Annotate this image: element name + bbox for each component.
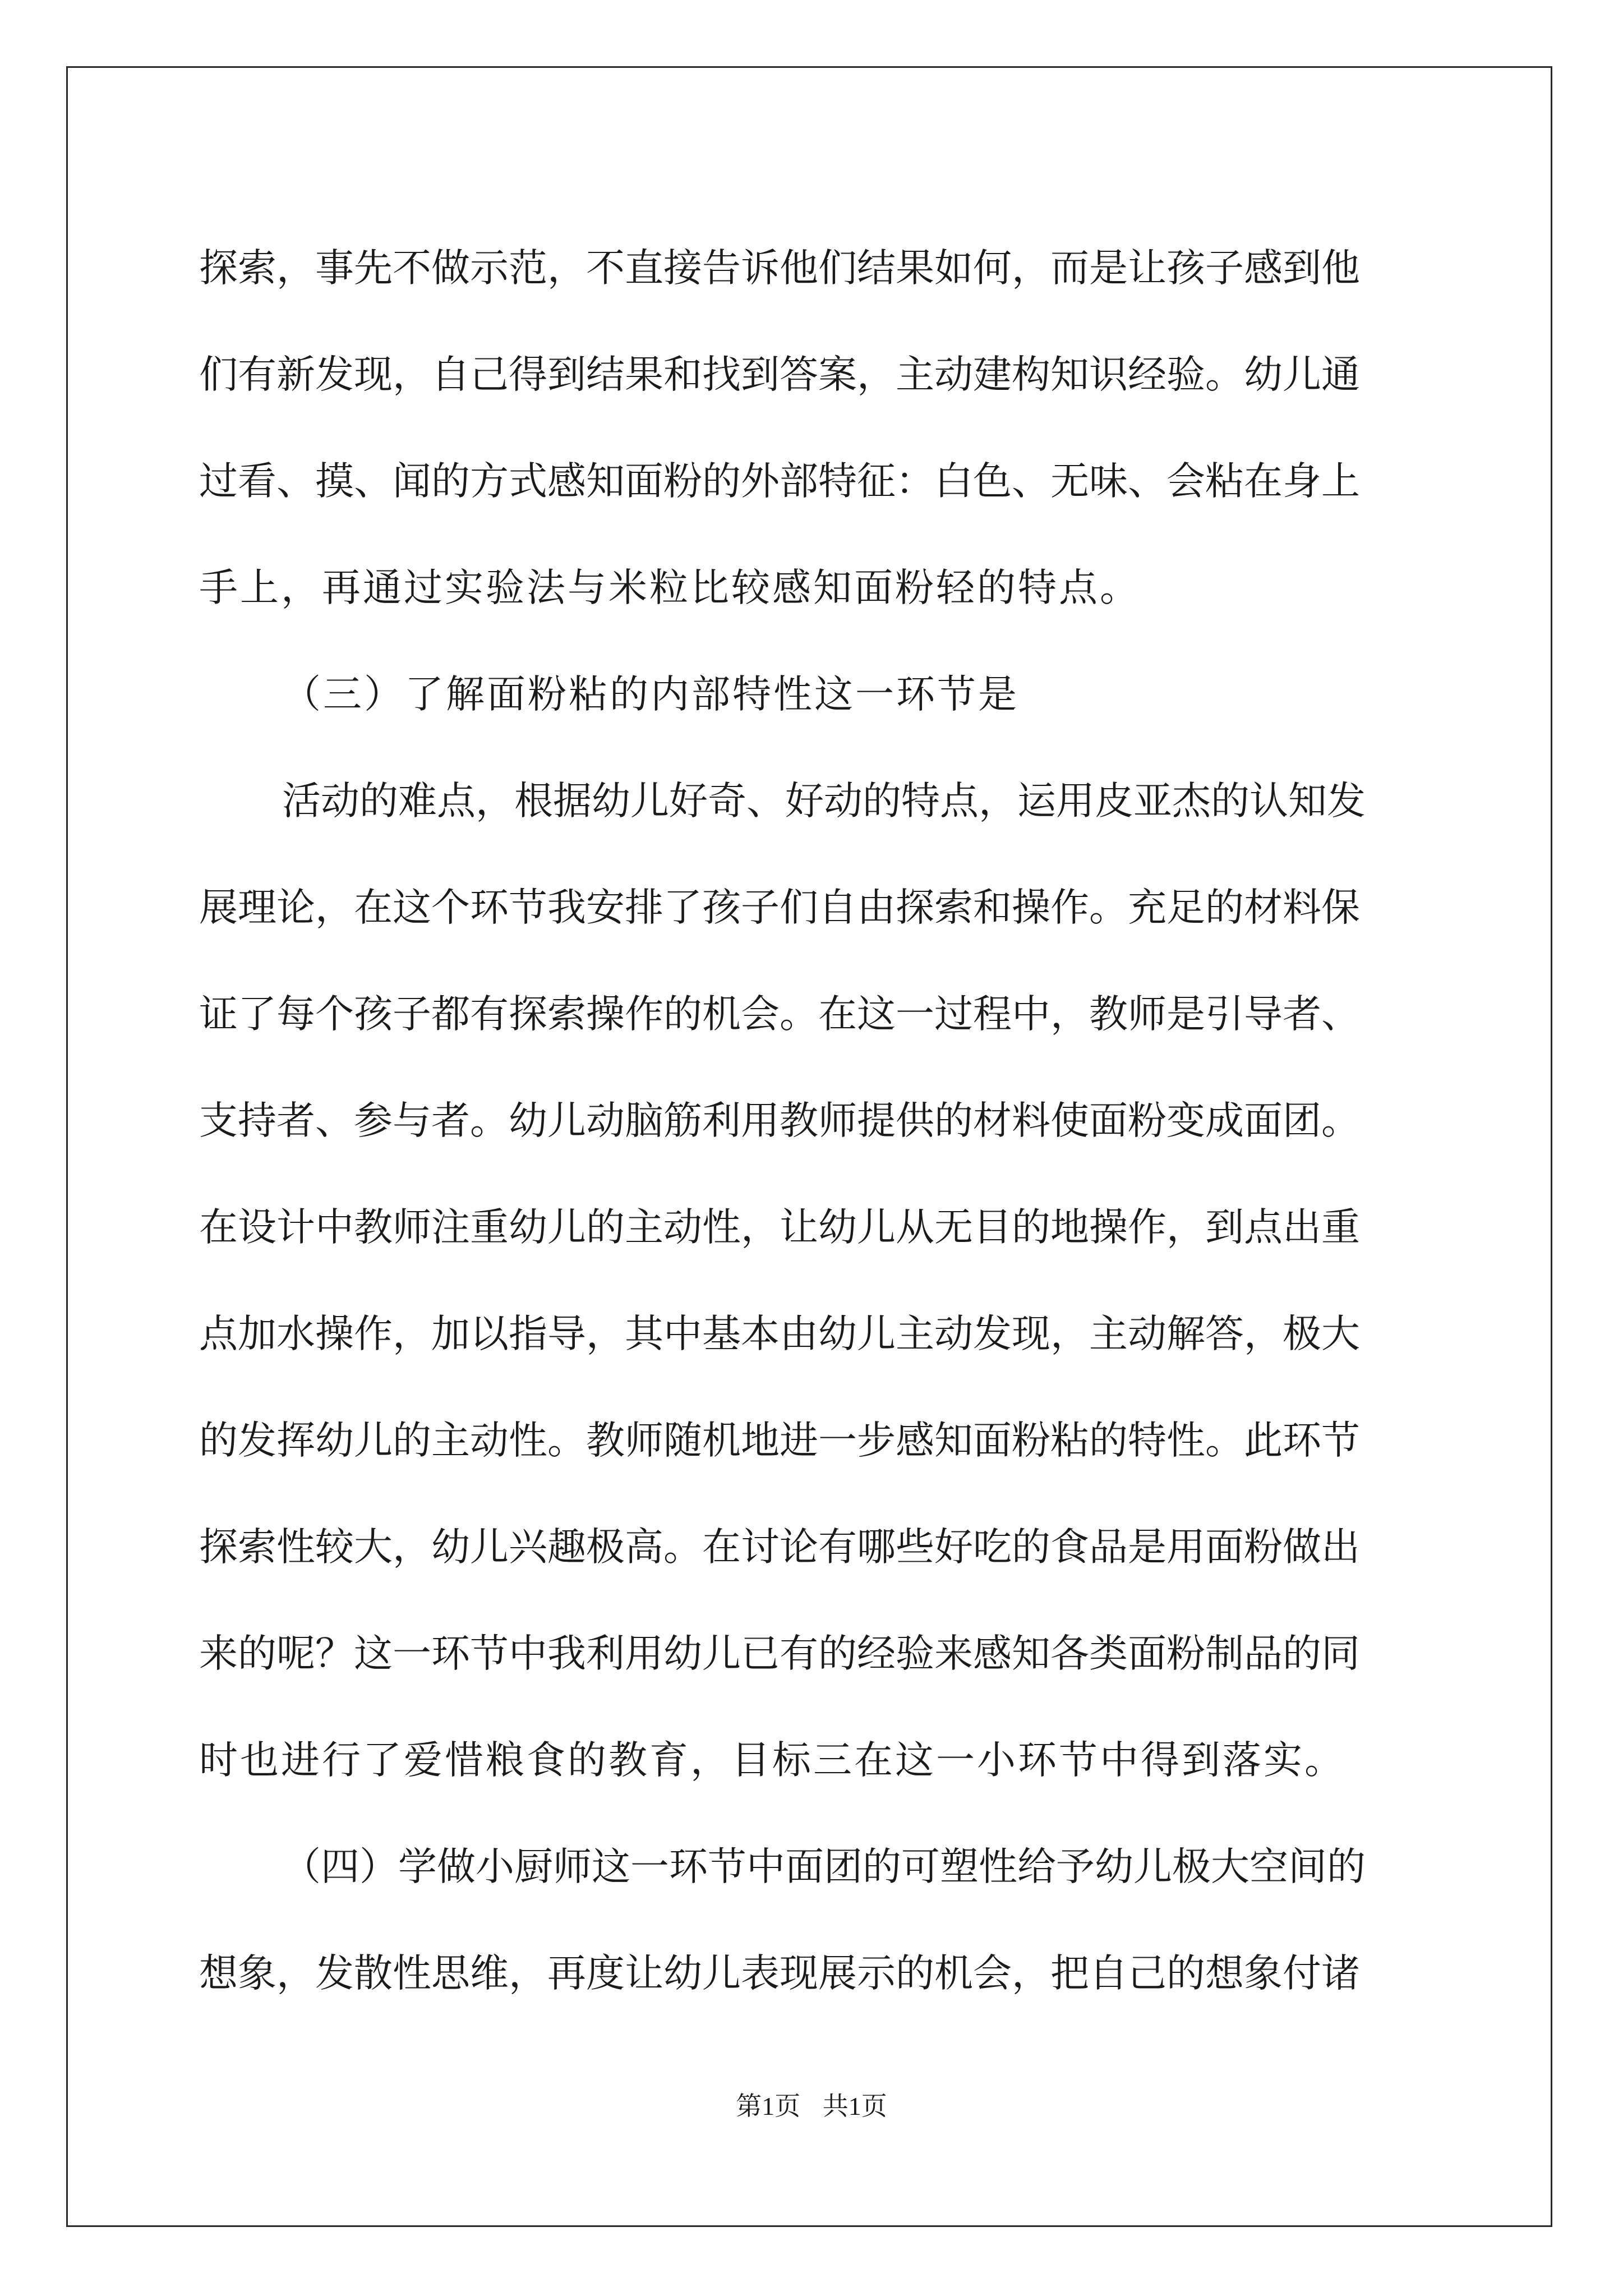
text-line: 手上，再通过实验法与米粒比较感知面粉轻的特点。 [199,565,1141,610]
text-line: 过看、摸、闻的方式感知面粉的外部特征：白色、无味、会粘在身上 [199,459,1360,504]
section-heading-3: （三）了解面粉粘的内部特性这一环节是 [282,672,1019,717]
text-line: 来的呢？这一环节中我利用幼儿已有的经验来感知各类面粉制品的同 [199,1631,1360,1676]
document-body [199,215,1424,2027]
text-line: 证了每个孩子都有探索操作的机会。在这一过程中，教师是引导者、 [199,992,1360,1037]
page-number-current: 第1页 [736,2092,801,2120]
text-line: 时也进行了爱惜粮食的教育，目标三在这一小环节中得到落实。 [199,1738,1345,1783]
text-line: 们有新发现，自己得到结果和找到答案，主动建构知识经验。幼儿通 [199,352,1360,397]
text-line: 活动的难点，根据幼儿好奇、好动的特点，运用皮亚杰的认知发 [282,779,1366,823]
page-footer [0,2086,1623,2123]
text-line: 展理论，在这个环节我安排了孩子们自由探索和操作。充足的材料保 [199,885,1360,930]
document-text [199,215,1424,2027]
text-line: 探索性较大，幼儿兴趣极高。在讨论有哪些好吃的食品是用面粉做出 [199,1525,1360,1570]
text-line: 点加水操作，加以指导，其中基本由幼儿主动发现，主动解答，极大 [199,1312,1360,1356]
text-line: 支持者、参与者。幼儿动脑筋利用教师提供的材料使面粉变成面团。 [199,1098,1360,1143]
page-number-total: 共1页 [822,2092,887,2120]
text-line: 探索，事先不做示范，不直接告诉他们结果如何，而是让孩子感到他 [199,246,1360,291]
text-line: 想象，发散性思维，再度让幼儿表现展示的机会，把自己的想象付诸 [199,1951,1360,1996]
text-line: 在设计中教师注重幼儿的主动性，让幼儿从无目的地操作，到点出重 [199,1205,1360,1250]
text-line: 的发挥幼儿的主动性。教师随机地进一步感知面粉粘的特性。此环节 [199,1418,1360,1463]
section-heading-4: （四）学做小厨师这一环节中面团的可塑性给予幼儿极大空间的 [282,1844,1366,1889]
